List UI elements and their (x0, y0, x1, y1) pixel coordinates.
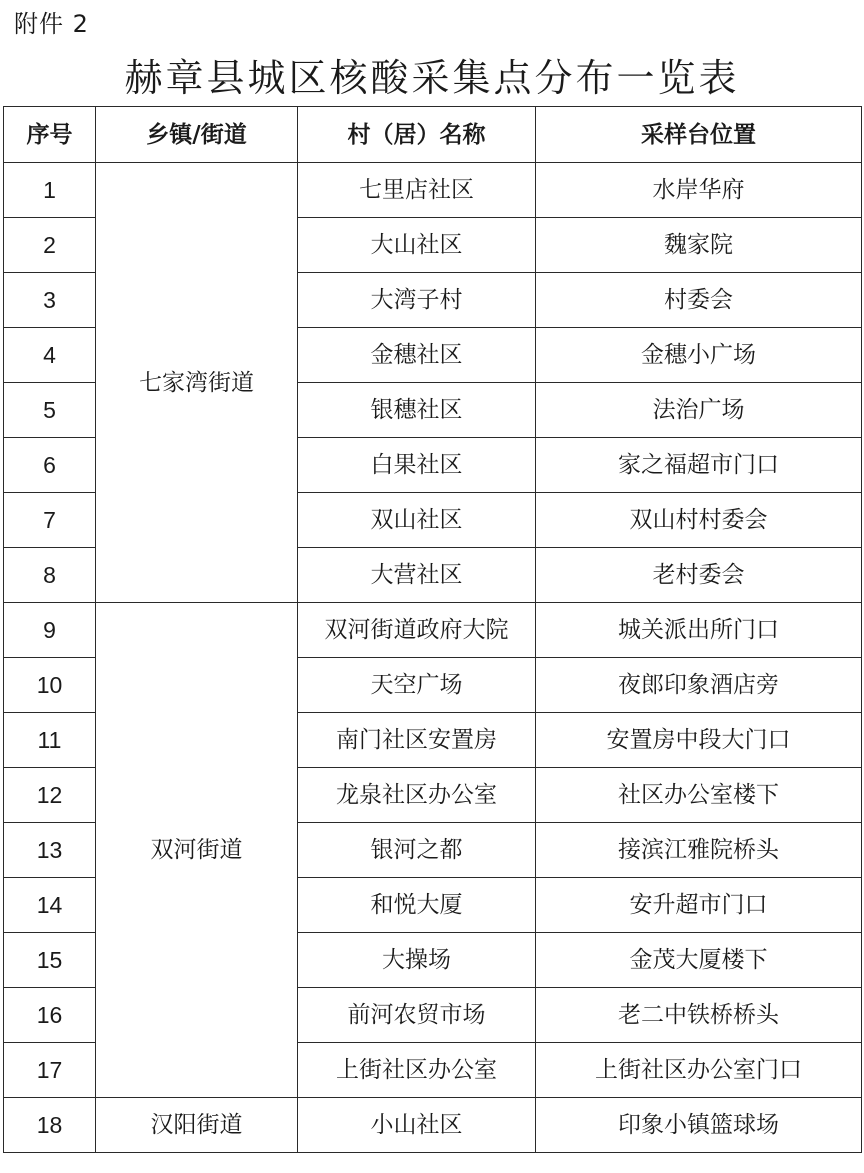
cell-village: 和悦大厦 (298, 878, 536, 933)
header-seq: 序号 (4, 107, 96, 163)
cell-location: 上街社区办公室门口 (536, 1043, 862, 1098)
cell-seq: 7 (4, 493, 96, 548)
cell-seq: 9 (4, 603, 96, 658)
cell-location: 家之福超市门口 (536, 438, 862, 493)
cell-location: 老村委会 (536, 548, 862, 603)
cell-seq: 11 (4, 713, 96, 768)
cell-seq: 5 (4, 383, 96, 438)
cell-village: 双河街道政府大院 (298, 603, 536, 658)
cell-location: 村委会 (536, 273, 862, 328)
cell-location: 魏家院 (536, 218, 862, 273)
cell-village: 大营社区 (298, 548, 536, 603)
cell-location: 水岸华府 (536, 163, 862, 218)
cell-seq: 17 (4, 1043, 96, 1098)
cell-village: 七里店社区 (298, 163, 536, 218)
cell-location: 金穗小广场 (536, 328, 862, 383)
cell-village: 大山社区 (298, 218, 536, 273)
cell-seq: 18 (4, 1098, 96, 1153)
cell-seq: 8 (4, 548, 96, 603)
cell-location: 金茂大厦楼下 (536, 933, 862, 988)
header-village: 村（居）名称 (298, 107, 536, 163)
cell-seq: 10 (4, 658, 96, 713)
cell-location: 夜郎印象酒店旁 (536, 658, 862, 713)
cell-street: 七家湾街道 (96, 163, 298, 603)
attachment-label: 附件 2 (14, 10, 89, 38)
cell-street: 汉阳街道 (96, 1098, 298, 1153)
cell-seq: 1 (4, 163, 96, 218)
table-row (4, 603, 862, 658)
cell-location: 老二中铁桥桥头 (536, 988, 862, 1043)
cell-location: 双山村村委会 (536, 493, 862, 548)
cell-seq: 2 (4, 218, 96, 273)
cell-village: 大湾子村 (298, 273, 536, 328)
cell-village: 上街社区办公室 (298, 1043, 536, 1098)
cell-village: 龙泉社区办公室 (298, 768, 536, 823)
cell-seq: 6 (4, 438, 96, 493)
cell-village: 前河农贸市场 (298, 988, 536, 1043)
cell-location: 城关派出所门口 (536, 603, 862, 658)
header-street: 乡镇/街道 (96, 107, 298, 163)
cell-seq: 4 (4, 328, 96, 383)
cell-location: 法治广场 (536, 383, 862, 438)
cell-location: 社区办公室楼下 (536, 768, 862, 823)
cell-location: 安升超市门口 (536, 878, 862, 933)
table-row (4, 163, 862, 218)
cell-seq: 14 (4, 878, 96, 933)
cell-village: 银穗社区 (298, 383, 536, 438)
cell-seq: 15 (4, 933, 96, 988)
cell-village: 小山社区 (298, 1098, 536, 1153)
cell-village: 白果社区 (298, 438, 536, 493)
collection-point-table (3, 106, 862, 1153)
cell-seq: 13 (4, 823, 96, 878)
document-title: 赫章县城区核酸采集点分布一览表 (124, 56, 740, 100)
cell-street: 双河街道 (96, 603, 298, 1098)
table-body (4, 163, 862, 1153)
table-header-row (4, 107, 862, 163)
cell-village: 大操场 (298, 933, 536, 988)
cell-village: 天空广场 (298, 658, 536, 713)
cell-location: 安置房中段大门口 (536, 713, 862, 768)
cell-village: 南门社区安置房 (298, 713, 536, 768)
cell-village: 金穗社区 (298, 328, 536, 383)
cell-seq: 12 (4, 768, 96, 823)
cell-location: 接滨江雅院桥头 (536, 823, 862, 878)
cell-village: 双山社区 (298, 493, 536, 548)
cell-village: 银河之都 (298, 823, 536, 878)
header-location: 采样台位置 (536, 107, 862, 163)
cell-location: 印象小镇篮球场 (536, 1098, 862, 1153)
table-row (4, 1098, 862, 1153)
cell-seq: 16 (4, 988, 96, 1043)
cell-seq: 3 (4, 273, 96, 328)
